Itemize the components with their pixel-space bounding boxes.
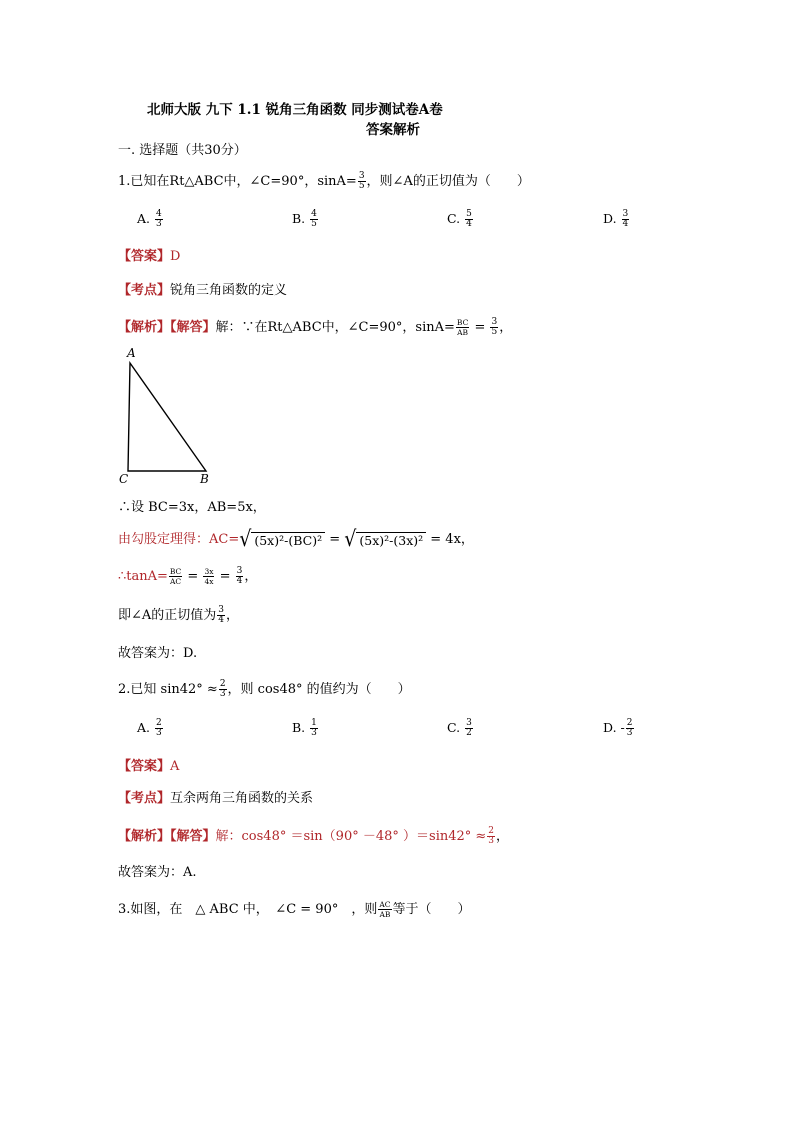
q2-suffix: ，则 cos48° 的值约为（ ） (227, 682, 411, 697)
q2-analysis (118, 827, 509, 846)
vertex-c-label: C (119, 472, 129, 485)
q1-prefix: 1.已知在Rt△ABC中，∠C=90°，sinA= (118, 174, 357, 189)
q2-given-fraction (219, 680, 227, 699)
q2-option-c-letter: C. (447, 720, 461, 735)
q1-sqrt-1 (239, 526, 325, 552)
q1-option-a-num: 4 (156, 209, 162, 219)
q2-given-den: 3 (219, 689, 226, 699)
vertex-a-label: A (127, 346, 136, 360)
q1-option-b-num: 4 (311, 209, 317, 219)
q1-analysis-suffix: ， (499, 320, 513, 335)
q1-option-d (603, 210, 630, 229)
q1-step-1: ∴设 BC=3x，AB=5x， (118, 500, 266, 515)
q2-answer (118, 758, 179, 776)
document-subtitle: 答案解析 (366, 122, 420, 138)
q1-sqrt-2-body: (5x)²-(3x)² (356, 532, 426, 549)
q1-conclusion-num: 3 (218, 605, 225, 615)
q1-option-c (447, 210, 474, 229)
question-3 (118, 900, 471, 919)
q1-ratio-num: BC (456, 318, 469, 327)
q1-option-a (137, 210, 164, 229)
q1-answer-value: D (170, 249, 181, 264)
q2-option-d (603, 719, 635, 738)
q2-option-d-letter: D. (603, 720, 617, 735)
q2-prefix: 2.已知 sin42° ≈ (118, 682, 218, 697)
triangle-figure (118, 345, 228, 485)
q1-frac-ac: AC (170, 577, 182, 586)
q2-option-a (137, 719, 164, 738)
q1-analysis-tag: 【解析】【解答】 (118, 320, 216, 335)
q3-prefix: 3.如图，在 △ ABC 中， ∠C = 90° ，则 (118, 902, 378, 917)
q2-topic-tag: 【考点】 (118, 791, 171, 806)
q2-analysis-suffix: ， (496, 829, 510, 844)
q1-option-a-letter: A. (137, 211, 151, 226)
q1-option-b-letter: B. (292, 211, 306, 226)
q1-frac-3: 3 (236, 566, 243, 576)
q1-option-b-den: 5 (311, 219, 317, 229)
q2-options (0, 719, 794, 749)
q1-option-c-den: 4 (466, 219, 472, 229)
vertex-b-label: B (200, 472, 209, 485)
q2-option-c-num: 3 (466, 718, 472, 728)
q1-step-3 (118, 567, 257, 586)
q1-conclusion-den: 4 (218, 615, 225, 625)
q1-step2-equals: = (325, 532, 345, 547)
q2-analysis-tag: 【解析】【解答】 (118, 829, 216, 844)
q1-option-a-den: 3 (156, 219, 162, 229)
q1-suffix: ，则∠A的正切值为（ ） (366, 174, 530, 189)
q2-option-a-num: 2 (156, 718, 162, 728)
q1-ratio-bc-ab (456, 318, 469, 337)
q3-ratio-den: AB (379, 910, 391, 919)
section-heading: 一. 选择题（共30分） (118, 143, 247, 158)
q1-option-c-letter: C. (447, 211, 461, 226)
q1-frac-3-4 (236, 567, 244, 586)
q1-step3-equals-2: = (215, 569, 235, 584)
q2-option-c (447, 719, 474, 738)
q1-option-c-num: 5 (466, 209, 472, 219)
q1-frac-3x-4x (203, 567, 214, 586)
q2-option-b-den: 3 (311, 728, 317, 738)
q2-topic (118, 790, 313, 808)
question-1 (118, 172, 530, 191)
q2-result-den: 3 (488, 836, 495, 846)
q2-option-d-den: 3 (626, 728, 633, 738)
q1-step3-end: ， (244, 569, 258, 584)
document-title: 北师大版 九下 1.1 锐角三角函数 同步测试卷A卷 (147, 102, 443, 118)
q1-frac-4: 4 (236, 576, 243, 586)
q1-step3-prefix: ∴tanA= (118, 569, 168, 584)
q2-analysis-prefix: 解：cos48° ＝sin（90° －48° ）＝sin42° ≈ (215, 829, 487, 844)
question-2 (118, 680, 411, 699)
q1-given-num: 3 (358, 171, 365, 181)
q3-ratio (378, 900, 391, 919)
q2-option-a-den: 3 (156, 728, 162, 738)
q1-topic (118, 282, 287, 300)
q1-option-d-num: 3 (622, 209, 629, 219)
q1-sqrt-2 (344, 526, 426, 552)
q2-topic-value: 互余两角三角函数的关系 (170, 791, 314, 806)
q1-ratio-den: AB (457, 328, 469, 337)
q1-ratio-value-num: 3 (491, 317, 498, 327)
q1-option-d-letter: D. (603, 211, 617, 226)
q2-given-num: 2 (219, 679, 226, 689)
q2-result-num: 2 (488, 826, 495, 836)
q1-answer-tag: 【答案】 (118, 249, 171, 264)
q1-ratio-value-den: 5 (491, 327, 498, 337)
sqrt-icon: √ (344, 526, 357, 552)
q1-frac-4x: 4x (204, 577, 214, 586)
q1-frac-bc-ac (169, 567, 182, 586)
q1-step-2 (118, 526, 474, 552)
q1-frac-3x: 3x (204, 567, 214, 576)
q1-conclusion (118, 606, 239, 625)
q1-given-fraction (358, 172, 366, 191)
q1-sqrt-1-body: (5x)²-(BC)² (251, 532, 325, 549)
q1-step2-prefix: 由勾股定理得：AC= (118, 532, 240, 547)
q1-conclusion-fraction (217, 606, 225, 625)
q1-option-b (292, 210, 319, 229)
q1-final-answer: 故答案为：D. (118, 646, 198, 661)
sqrt-icon: √ (239, 526, 252, 552)
q1-option-d-den: 4 (622, 219, 629, 229)
q2-option-a-letter: A. (137, 720, 151, 735)
q1-options (0, 210, 794, 240)
q2-option-c-den: 2 (466, 728, 472, 738)
q1-analysis-prefix: 解：∵在Rt△ABC中，∠C=90°，sinA= (215, 320, 455, 335)
q2-final-answer: 故答案为：A. (118, 865, 197, 880)
q3-suffix: 等于（ ） (392, 902, 471, 917)
q2-option-b-num: 1 (311, 718, 317, 728)
q1-topic-tag: 【考点】 (118, 283, 171, 298)
q2-option-d-num: 2 (626, 718, 633, 728)
q2-option-b-letter: B. (292, 720, 306, 735)
triangle-shape (128, 363, 206, 471)
q1-analysis (118, 318, 512, 337)
q2-option-b (292, 719, 319, 738)
q2-answer-value: A (170, 759, 180, 774)
q1-answer (118, 248, 180, 266)
q1-given-den: 5 (358, 181, 365, 191)
q2-result-fraction (487, 827, 495, 846)
q1-conclusion-end: ， (226, 608, 240, 623)
q2-answer-tag: 【答案】 (118, 759, 171, 774)
q1-topic-value: 锐角三角函数的定义 (170, 283, 288, 298)
q1-step3-equals-1: = (183, 569, 203, 584)
q3-ratio-num: AC (379, 900, 391, 909)
q1-conclusion-prefix: 即∠A的正切值为 (118, 608, 217, 623)
q1-ratio-value (490, 318, 498, 337)
q1-equals: = (470, 320, 490, 335)
q2-option-d-sign: - (620, 720, 625, 735)
q1-step2-end: = 4x， (426, 532, 474, 547)
q1-frac-bc: BC (169, 567, 182, 576)
